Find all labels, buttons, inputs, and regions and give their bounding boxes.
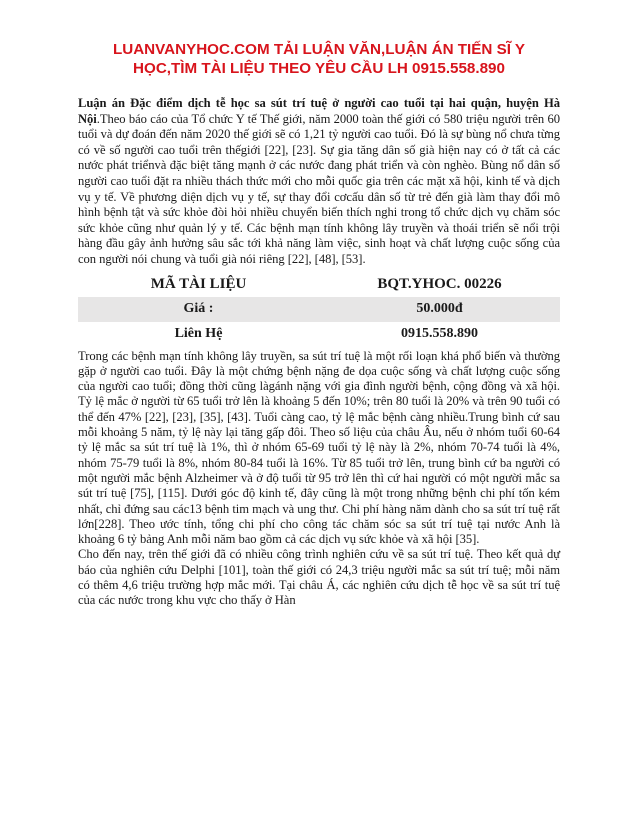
body-paragraph-1: Trong các bệnh mạn tính không lây truyền, sa sút trí tuệ là một rối loạn khá phổ biến và thường gặp ở người cao tuổi. Đây là một chứng bệnh nặng đe dọa cuộc sống và chất lượng cuộc sống của người cao tuổi; đồng thời cũng làgánh nặng với gia đình người bệnh, cộng đồng và xã hội. Tỷ lệ mắc ở người từ 65 tuổi trở lên là khoảng 5 đến 10%; trên 80 tuổi là 20% và trên 90 tuổi có thể đến 47% [22], [23], [35], [43]. Tuổi càng cao, tỷ lệ mắc bệnh càng nhiều.Trung bình cứ sau mỗi khoảng 5 năm, tỷ lệ này lại tăng gấp đôi. Theo số liệu của châu Âu, nếu ở nhóm tuổi 60-64 tỷ lệ mắc sa sút trí tuệ là 1%, thì ở nhóm 65-69 tuổi tỷ lệ này là 2%, nhóm 70-74 tuổi là 4%, nhóm 75-79 tuổi là 8%, nhóm 80-84 tuổi là 16%. Từ 85 tuổi trở lên, trung bình cứ ba người có một người mắc bệnh Alzheimer và ở độ tuổi từ 95 trở lên thì cứ hai người có một người mắc sa sút trí tuệ [75], [115]. Dưới góc độ kinh tế, đây cũng là một trong những bệnh chi phí tốn kém nhất, chỉ đứng sau các13 bệnh tim mạch và ung thư. Chi phí hàng năm dành cho sa sút trí tuệ rất lớn[228]. Theo ước tính, tổng chi phí cho công tác chăm sóc sa sút trí tuệ tại nước Anh là khoảng 6 tỷ bảng Anh mỗi năm bao gồm cả các dịch vụ sức khỏe và xã hội [35]. bbox=[78, 348, 560, 547]
doc-code-label: MÃ TÀI LIỆU bbox=[150, 275, 247, 292]
price-value: 50.000đ bbox=[319, 297, 560, 322]
thesis-title: Luận án Đặc điểm dịch tễ học sa sút trí tuệ ở người cao tuổi tại hai quận, huyện Hà Nội bbox=[78, 96, 560, 126]
price-label: Giá : bbox=[78, 297, 319, 322]
table-row bbox=[78, 322, 560, 347]
table-row bbox=[78, 272, 560, 297]
contact-label: Liên Hệ bbox=[174, 326, 223, 342]
site-banner bbox=[66, 40, 572, 78]
intro-paragraph bbox=[78, 96, 560, 268]
document-page bbox=[78, 40, 560, 609]
body-paragraph-2: Cho đến nay, trên thế giới đã có nhiều công trình nghiên cứu về sa sút trí tuệ. Theo kết quả dự báo của nghiên cứu Delphi [101], toàn thế giới có 24,3 triệu người mắc sa sút trí tuệ; mỗi năm có thêm 4,6 triệu trường hợp mắc mới. Tại châu Á, các nghiên cứu dịch tễ học về sa sút trí tuệ của các nước trong khu vực cho thấy ở Hàn bbox=[78, 547, 560, 608]
contact-value: 0915.558.890 bbox=[401, 326, 478, 342]
banner-line-1: LUANVANYHOC.COM TẢI LUẬN VĂN,LUẬN ÁN TIẾN SĨ Y bbox=[112, 41, 526, 58]
doc-code-value: BQT.YHOC. 00226 bbox=[377, 275, 502, 292]
intro-text: .Theo báo cáo của Tổ chức Y tế Thế giới, năm 2000 toàn thế giới có 580 triệu người trên 60 tuổi và dự đoán đến năm 2020 thế giới sẽ có 1,21 tỷ người cao tuổi. Đó là sự bùng nổ chưa từng có về số người cao tuổi trên thếgiới [22], [23]. Sự gia tăng dân số già hiện nay có ở tất cả các nước phát triểnvà đặc biệt tăng mạnh ở các nước đang phát triển và còn nghèo. Bùng nổ dân số người cao tuổi đặt ra nhiều thách thức mới cho mỗi quốc gia trên các mặt xã hội, kinh tế và dịch vụ y tế. Về phương diện dịch vụ y tế, sự thay đổi cơcấu dân số từ trẻ đến già làm thay đổi mô hình bệnh tật và sức khỏe đòi hỏi nhiều chuyển biến thích nghi trong tổ chức dịch vụ chăm sóc sức khỏe cũng như quản lý y tế. Các bệnh mạn tính không lây truyền và thoái triển sẽ nổi trội hàng đầu gây ảnh hưởng sâu sắc tới khả năng làm việc, sinh hoạt và chất lượng cuộc sống của con người nói chung và tuổi già nói riêng [22], [48], [53]. bbox=[78, 111, 560, 266]
banner-line-2: HỌC,TÌM TÀI LIỆU THEO YÊU CẦU LH 0915.558.890 bbox=[133, 60, 505, 77]
document-info-table bbox=[78, 272, 560, 347]
table-row bbox=[78, 297, 560, 322]
